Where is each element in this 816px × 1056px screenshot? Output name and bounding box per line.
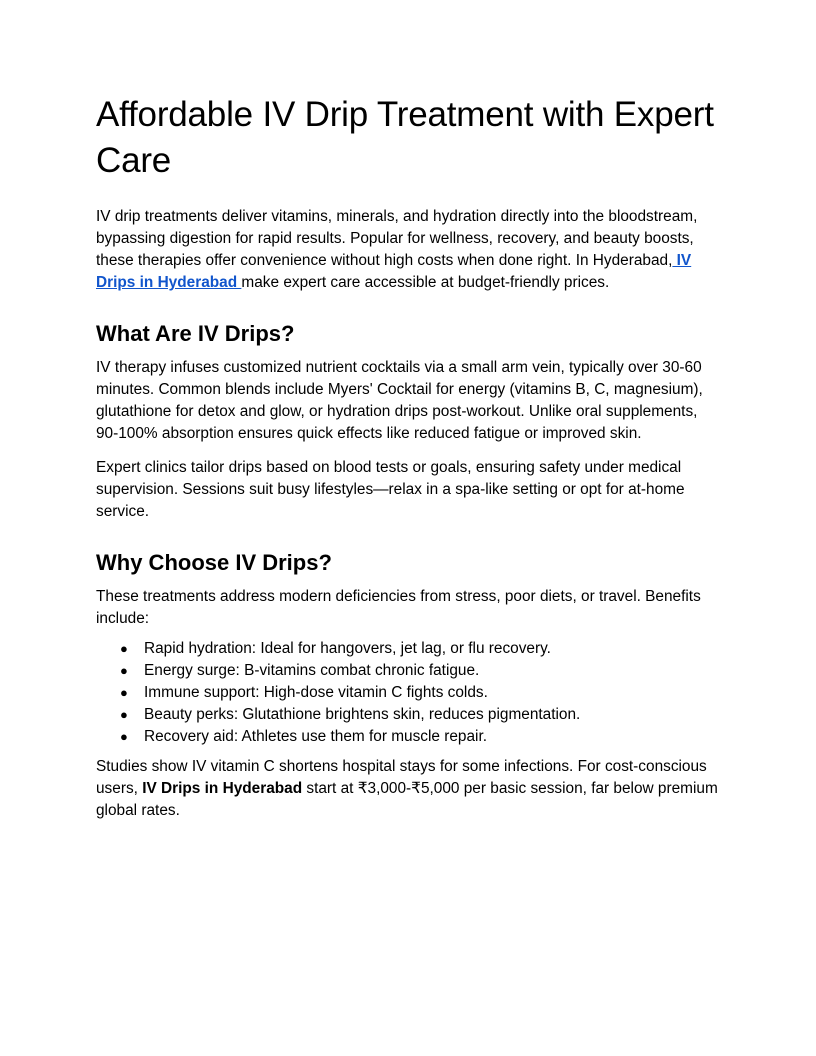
list-item-text: Energy surge: B-vitamins combat chronic fatigue.: [144, 662, 480, 679]
list-item: [120, 660, 722, 682]
list-item: [120, 704, 722, 726]
bullet-icon: ●: [120, 663, 128, 678]
document-page: [96, 92, 722, 834]
section1-paragraph-2: Expert clinics tailor drips based on blood tests or goals, ensuring safety under medical supervision. Sessions suit busy lifestyles—relax in a spa-like setting or opt for at-home service.: [96, 459, 685, 520]
section-heading-what-are-iv-drips: What Are IV Drips?: [96, 321, 295, 346]
closing-text-before: Studies show IV vitamin C shortens hospital stays for some infections. For cost-conscious users,: [96, 758, 707, 797]
bullet-icon: ●: [120, 729, 128, 744]
intro-text-after-link: make expert care accessible at budget-friendly prices.: [241, 274, 610, 291]
list-item-text: Recovery aid: Athletes use them for muscle repair.: [144, 728, 488, 745]
bullet-icon: ●: [120, 707, 128, 722]
section2-closing-paragraph: [96, 756, 722, 822]
benefits-list: [96, 638, 722, 748]
list-item-text: Immune support: High-dose vitamin C fights colds.: [144, 684, 488, 701]
intro-text-before-link: IV drip treatments deliver vitamins, minerals, and hydration directly into the bloodstream, bypassing digestion for rapid results. Popular for wellness, recovery, and beauty boosts, these therapies offer convenience without high costs when done right. In Hyderabad,: [96, 208, 698, 269]
closing-bold-keyword: IV Drips in Hyderabad: [142, 780, 303, 797]
list-item: [120, 638, 722, 660]
intro-paragraph: [96, 206, 722, 294]
closing-text-after: start at ₹3,000-₹5,000 per basic session, far below premium global rates.: [96, 780, 718, 819]
bullet-icon: ●: [120, 685, 128, 700]
bullet-icon: ●: [120, 641, 128, 656]
list-item: [120, 682, 722, 704]
iv-drips-hyderabad-link[interactable]: IV Drips in Hyderabad: [96, 252, 692, 291]
list-item-text: Beauty perks: Glutathione brightens skin, reduces pigmentation.: [144, 706, 581, 723]
section1-paragraph-1: IV therapy infuses customized nutrient cocktails via a small arm vein, typically over 30-60 minutes. Common blends include Myers' Cocktail for energy (vitamins B, C, magnesium), glutathione for detox and glow, or hydration drips post-workout. Unlike oral supplements, 90-100% absorption ensures quick effects like reduced fatigue or improved skin.: [96, 359, 703, 442]
list-item: [120, 726, 722, 748]
list-item-text: Rapid hydration: Ideal for hangovers, jet lag, or flu recovery.: [144, 640, 551, 657]
section-heading-why-choose-iv-drips: Why Choose IV Drips?: [96, 550, 332, 575]
section2-intro-paragraph: These treatments address modern deficiencies from stress, poor diets, or travel. Benefits include:: [96, 588, 701, 627]
page-title: Affordable IV Drip Treatment with Expert Care: [96, 95, 714, 180]
